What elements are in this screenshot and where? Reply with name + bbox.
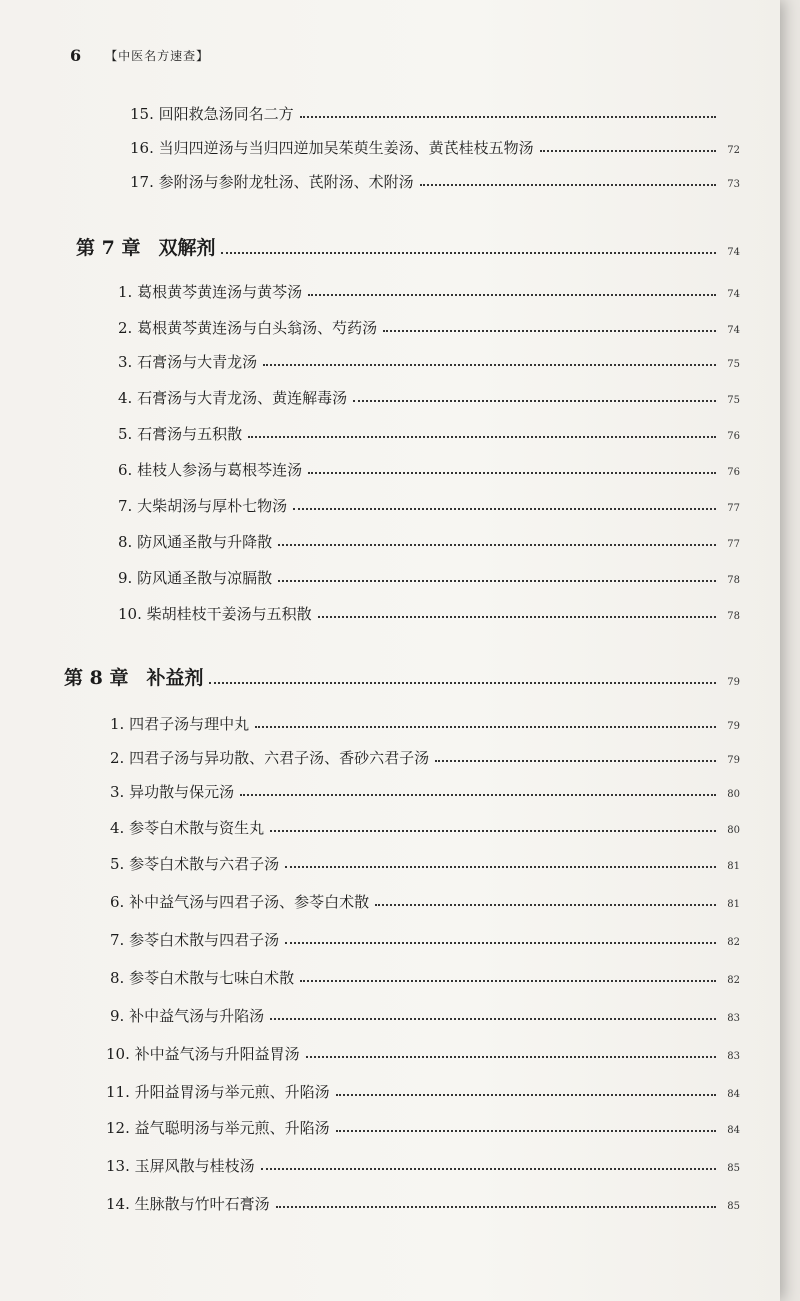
entry-label: 5. 石膏汤与五积散 bbox=[118, 425, 243, 443]
entry-page: 85 bbox=[727, 1163, 740, 1174]
entry-label: 6. 桂枝人参汤与葛根芩连汤 bbox=[118, 461, 303, 479]
entry-label: 7. 参苓白术散与四君子汤 bbox=[110, 931, 280, 949]
entry-label: 2. 葛根黄芩黄连汤与白头翁汤、芍药汤 bbox=[118, 319, 378, 337]
chapter-label bbox=[64, 663, 203, 690]
toc-entry[interactable] bbox=[106, 1150, 740, 1176]
entry-page: 84 bbox=[727, 1125, 740, 1136]
toc-entry[interactable] bbox=[118, 276, 740, 302]
chapter-heading[interactable] bbox=[64, 660, 740, 690]
leader-dots bbox=[540, 150, 716, 152]
toc-entry[interactable] bbox=[110, 812, 740, 838]
leader-dots bbox=[308, 294, 716, 296]
entry-label: 12. 益气聪明汤与举元煎、升陷汤 bbox=[106, 1119, 330, 1137]
leader-dots bbox=[209, 682, 716, 684]
toc-entry[interactable] bbox=[118, 454, 740, 480]
toc-entry[interactable] bbox=[106, 1076, 740, 1102]
leader-dots bbox=[270, 1018, 716, 1020]
leader-dots bbox=[306, 1056, 716, 1058]
toc-entry[interactable] bbox=[110, 848, 740, 874]
leader-dots bbox=[336, 1130, 716, 1132]
entry-page: 74 bbox=[727, 325, 740, 336]
leader-dots bbox=[270, 830, 716, 832]
chapter-title: 补益剂 bbox=[146, 667, 204, 689]
leader-dots bbox=[263, 364, 716, 366]
entry-label: 9. 补中益气汤与升陷汤 bbox=[110, 1007, 265, 1025]
book-title: 【中医名方速查】 bbox=[105, 49, 210, 63]
entry-page: 74 bbox=[727, 289, 740, 300]
entry-label: 8. 防风通圣散与升降散 bbox=[118, 533, 273, 551]
leader-dots bbox=[248, 436, 716, 438]
entry-label: 8. 参苓白术散与七味白术散 bbox=[110, 969, 295, 987]
toc-entry[interactable] bbox=[110, 708, 740, 734]
entry-page: 82 bbox=[727, 975, 740, 986]
leader-dots bbox=[276, 1206, 716, 1208]
toc-entry[interactable] bbox=[118, 312, 740, 338]
entry-page: 78 bbox=[727, 611, 740, 622]
toc-entry[interactable] bbox=[110, 1000, 740, 1026]
entry-label: 4. 石膏汤与大青龙汤、黄连解毒汤 bbox=[118, 389, 348, 407]
leader-dots bbox=[383, 330, 716, 332]
leader-dots bbox=[435, 760, 716, 762]
entry-page: 82 bbox=[727, 937, 740, 948]
leader-dots bbox=[353, 400, 716, 402]
leader-dots bbox=[308, 472, 716, 474]
entry-page: 77 bbox=[727, 503, 740, 514]
leader-dots bbox=[278, 544, 716, 546]
entry-page: 72 bbox=[727, 145, 740, 156]
entry-label: 1. 葛根黄芩黄连汤与黄芩汤 bbox=[118, 283, 303, 301]
entry-page: 75 bbox=[727, 395, 740, 406]
toc-entry[interactable] bbox=[106, 1188, 740, 1214]
leader-dots bbox=[293, 508, 716, 510]
entry-label: 3. 异功散与保元汤 bbox=[110, 783, 235, 801]
toc-entry[interactable] bbox=[130, 132, 740, 158]
toc-entry[interactable] bbox=[106, 1038, 740, 1064]
toc-entry[interactable] bbox=[118, 418, 740, 444]
leader-dots bbox=[255, 726, 716, 728]
entry-label: 9. 防风通圣散与凉膈散 bbox=[118, 569, 273, 587]
leader-dots bbox=[420, 184, 716, 186]
entry-page: 78 bbox=[727, 575, 740, 586]
running-header bbox=[70, 46, 209, 65]
entry-label: 6. 补中益气汤与四君子汤、参苓白术散 bbox=[110, 893, 370, 911]
toc-entry[interactable] bbox=[118, 490, 740, 516]
entry-label: 15. 回阳救急汤同名二方 bbox=[130, 105, 294, 123]
entry-label: 3. 石膏汤与大青龙汤 bbox=[118, 353, 258, 371]
entry-label: 11. 升阳益胃汤与举元煎、升陷汤 bbox=[106, 1083, 330, 1101]
toc-entry[interactable] bbox=[118, 526, 740, 552]
toc-entry[interactable] bbox=[118, 382, 740, 408]
entry-label: 14. 生脉散与竹叶石膏汤 bbox=[106, 1195, 270, 1213]
entry-page: 80 bbox=[727, 825, 740, 836]
entry-page: 76 bbox=[727, 431, 740, 442]
chapter-heading[interactable] bbox=[76, 230, 740, 260]
entry-label: 1. 四君子汤与理中丸 bbox=[110, 715, 250, 733]
entry-page: 80 bbox=[727, 789, 740, 800]
entry-page: 77 bbox=[727, 539, 740, 550]
leader-dots bbox=[375, 904, 716, 906]
chapter-number: 第 8 章 bbox=[64, 667, 129, 689]
entry-label: 7. 大柴胡汤与厚朴七物汤 bbox=[118, 497, 288, 515]
entry-label: 10. 柴胡桂枝干姜汤与五积散 bbox=[118, 605, 312, 623]
leader-dots bbox=[318, 616, 716, 618]
chapter-page: 74 bbox=[727, 247, 740, 258]
toc-entry[interactable] bbox=[110, 962, 740, 988]
chapter-page: 79 bbox=[727, 677, 740, 688]
page-number: 6 bbox=[70, 46, 82, 65]
entry-page: 83 bbox=[727, 1051, 740, 1062]
leader-dots bbox=[300, 980, 716, 982]
entry-page: 83 bbox=[727, 1013, 740, 1024]
entry-page: 73 bbox=[727, 179, 740, 190]
chapter-label bbox=[76, 233, 215, 260]
toc-entry[interactable] bbox=[110, 886, 740, 912]
chapter-title: 双解剂 bbox=[158, 237, 216, 259]
toc-entry[interactable] bbox=[110, 924, 740, 950]
leader-dots bbox=[336, 1094, 716, 1096]
toc-entry[interactable] bbox=[110, 776, 740, 802]
chapter-number: 第 7 章 bbox=[76, 237, 141, 259]
entry-page: 76 bbox=[727, 467, 740, 478]
toc-entry[interactable] bbox=[130, 166, 740, 192]
entry-page: 81 bbox=[727, 899, 740, 910]
leader-dots bbox=[278, 580, 716, 582]
entry-page: 85 bbox=[727, 1201, 740, 1212]
entry-label: 2. 四君子汤与异功散、六君子汤、香砂六君子汤 bbox=[110, 749, 430, 767]
entry-label: 17. 参附汤与参附龙牡汤、芪附汤、术附汤 bbox=[130, 173, 414, 191]
toc-entry[interactable] bbox=[118, 346, 740, 372]
entry-label: 13. 玉屏风散与桂枝汤 bbox=[106, 1157, 255, 1175]
leader-dots bbox=[261, 1168, 716, 1170]
toc-entry[interactable] bbox=[106, 1112, 740, 1138]
entry-label: 10. 补中益气汤与升阳益胃汤 bbox=[106, 1045, 300, 1063]
entry-page: 79 bbox=[727, 721, 740, 732]
entry-page: 81 bbox=[727, 861, 740, 872]
leader-dots bbox=[300, 116, 716, 118]
toc-entry[interactable] bbox=[118, 562, 740, 588]
leader-dots bbox=[285, 942, 716, 944]
toc-entry[interactable] bbox=[130, 98, 740, 124]
entry-label: 16. 当归四逆汤与当归四逆加吴茱萸生姜汤、黄芪桂枝五物汤 bbox=[130, 139, 534, 157]
entry-page: 84 bbox=[727, 1089, 740, 1100]
leader-dots bbox=[285, 866, 716, 868]
entry-label: 5. 参苓白术散与六君子汤 bbox=[110, 855, 280, 873]
leader-dots bbox=[221, 252, 716, 254]
entry-label: 4. 参苓白术散与资生丸 bbox=[110, 819, 265, 837]
toc-entry[interactable] bbox=[118, 598, 740, 624]
entry-page: 75 bbox=[727, 359, 740, 370]
leader-dots bbox=[240, 794, 716, 796]
entry-page: 79 bbox=[727, 755, 740, 766]
toc-entry[interactable] bbox=[110, 742, 740, 768]
